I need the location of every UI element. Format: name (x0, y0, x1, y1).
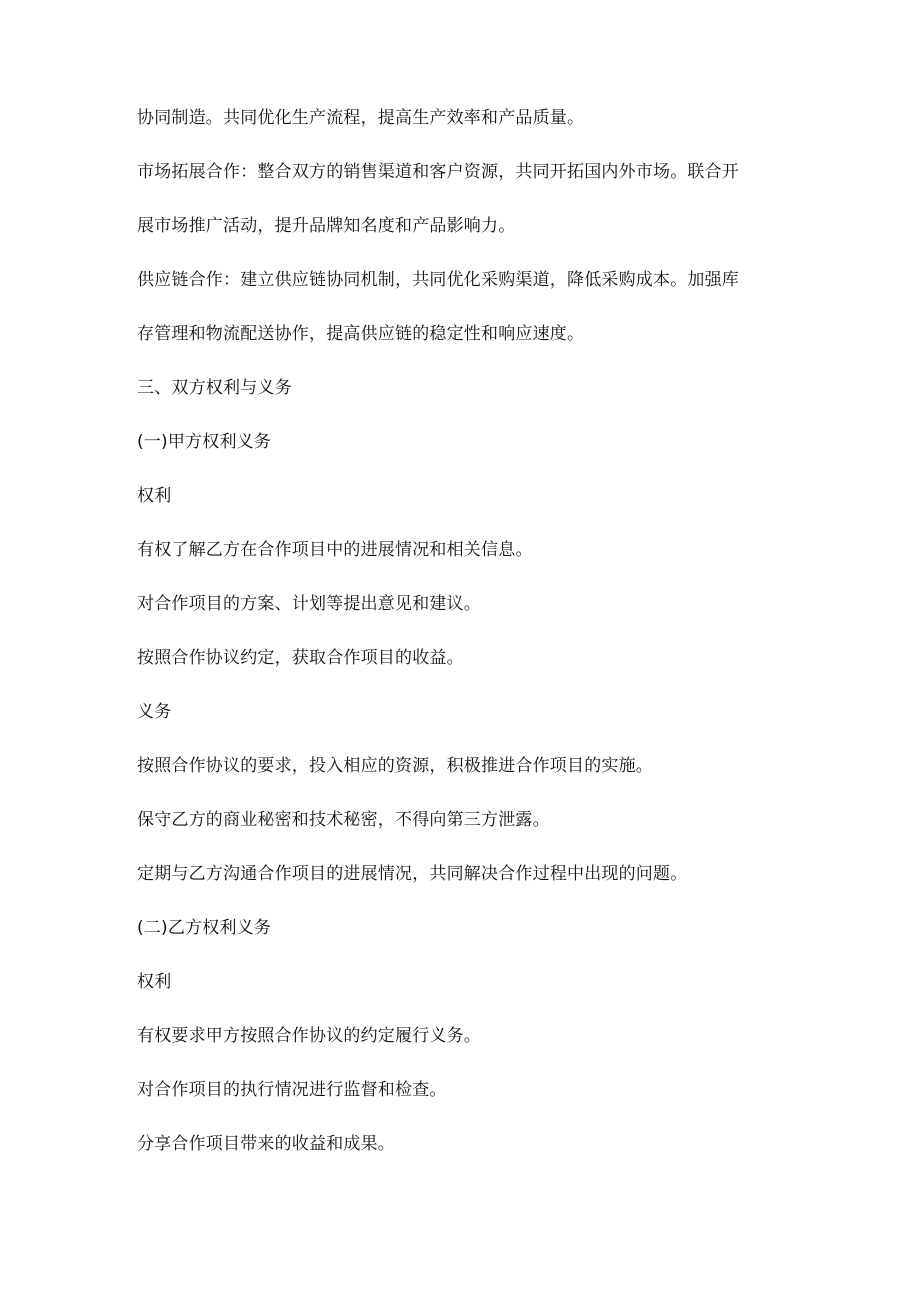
paragraph-line-1: 协同制造。共同优化生产流程，提高生产效率和产品质量。 (137, 108, 585, 128)
subsection-heading-party-b: (二)乙方权利义务 (137, 918, 272, 938)
paragraph-line-14: 保守乙方的商业秘密和技术秘密，不得向第三方泄露。 (137, 810, 550, 830)
obligations-label: 义务 (137, 702, 172, 722)
paragraph-line-15: 定期与乙方沟通合作项目的进展情况，共同解决合作过程中出现的问题。 (137, 864, 688, 884)
paragraph-line-5: 存管理和物流配送协作，提高供应链的稳定性和响应速度。 (137, 324, 585, 344)
paragraph-line-19: 对合作项目的执行情况进行监督和检查。 (137, 1080, 447, 1100)
rights-label: 权利 (137, 486, 172, 506)
paragraph-line-20: 分享合作项目带来的收益和成果。 (137, 1134, 395, 1154)
paragraph-line-10: 对合作项目的方案、计划等提出意见和建议。 (137, 594, 481, 614)
subsection-heading-party-a: (一)甲方权利义务 (137, 432, 272, 452)
paragraph-line-2: 市场拓展合作：整合双方的销售渠道和客户资源，共同开拓国内外市场。联合开 (137, 162, 739, 182)
paragraph-line-18: 有权要求甲方按照合作协议的约定履行义务。 (137, 1026, 481, 1046)
rights-label: 权利 (137, 972, 172, 992)
section-heading-rights-obligations: 三、双方权利与义务 (137, 378, 292, 398)
paragraph-line-4: 供应链合作：建立供应链协同机制，共同优化采购渠道，降低采购成本。加强库 (137, 270, 739, 290)
paragraph-line-9: 有权了解乙方在合作项目中的进展情况和相关信息。 (137, 540, 533, 560)
paragraph-line-11: 按照合作协议约定，获取合作项目的收益。 (137, 648, 464, 668)
paragraph-line-3: 展市场推广活动，提升品牌知名度和产品影响力。 (137, 216, 516, 236)
paragraph-line-13: 按照合作协议的要求，投入相应的资源，积极推进合作项目的实施。 (137, 756, 653, 776)
